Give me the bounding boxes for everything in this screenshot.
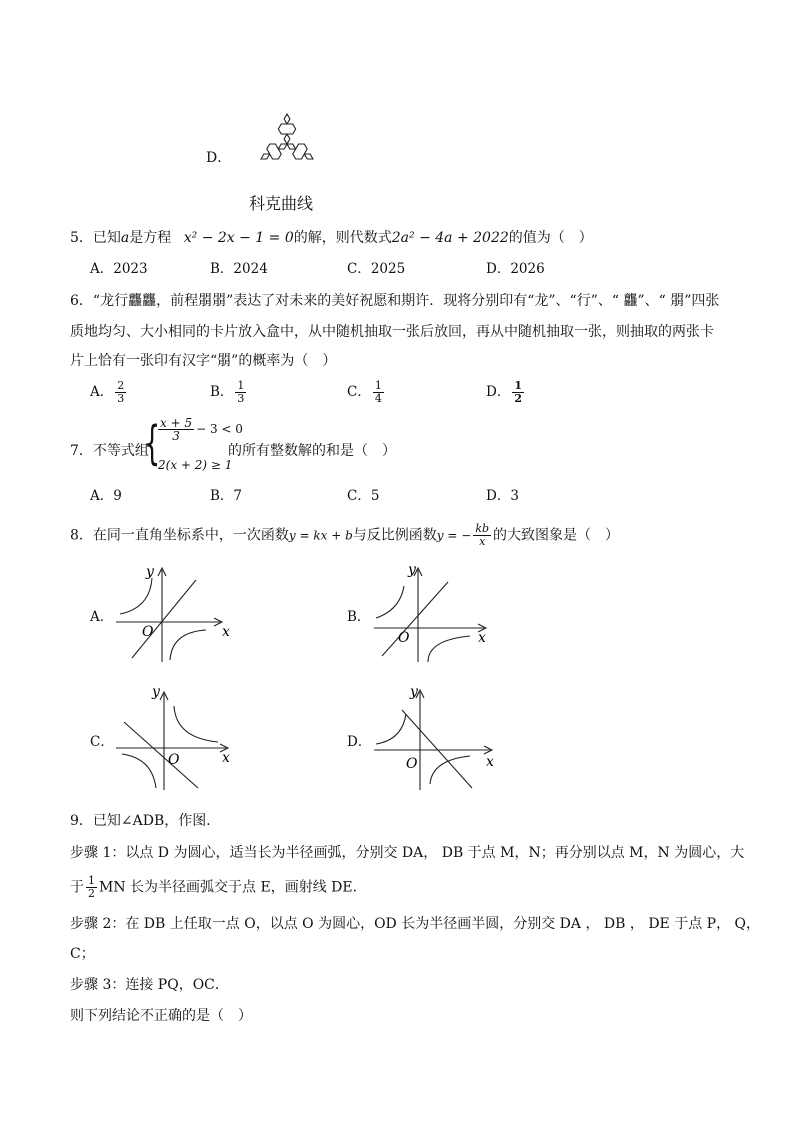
q5-option-a: A．2023	[90, 261, 148, 277]
koch-caption: 科克曲线	[249, 194, 314, 213]
origin-label: O	[398, 630, 410, 646]
x-label: x	[478, 630, 486, 646]
hyperbola-branch-4	[428, 636, 470, 662]
q5-expression: 2a² − 4a + 2022	[391, 230, 509, 246]
q8-graph-a-label: A．	[90, 609, 114, 625]
q7-stem-right: 的所有整数解的和是（ ）	[228, 443, 396, 459]
q7-option-d: D．3	[486, 488, 519, 504]
q9-question: 则下列结论不正确的是（ ）	[70, 1008, 252, 1024]
q9-step3: 步骤 3：连接 PQ，OC．	[70, 977, 229, 993]
q7-brace: {	[144, 416, 161, 470]
koch-curve	[261, 114, 313, 159]
linear-line	[132, 580, 196, 658]
origin-label: O	[168, 752, 180, 768]
q9-step1-a: 步骤 1：以点 D 为圆心，适当长为半径画弧，分别交 DA， DB 于点 M，N；再分别以点 M，N 为圆心，大	[70, 845, 745, 861]
hyperbola-branch-2	[120, 578, 152, 614]
koch-snowflake-figure	[232, 98, 342, 190]
q6-option-d: D． $\frac{1}{2}$	[486, 379, 522, 405]
y-label: y	[152, 684, 160, 700]
q5-text-b: 是方程	[129, 230, 172, 246]
koch-option-label: D．	[206, 150, 232, 166]
q9-step2-b: C；	[70, 946, 95, 962]
q6-line-1: 6．“龙行龘龘，前程朤朤”表达了对未来的美好祝愿和期许．现将分别印有“龙”、“行”、“ 龘”、“ 朤”四张	[70, 293, 720, 309]
q5-option-b: B．2024	[210, 261, 268, 277]
q5-option-d: D．2026	[486, 261, 545, 277]
q6-line-2: 质地均匀、大小相同的卡片放入盒中，从中随机抽取一张后放回，再从中随机抽取一张，则抽取的两张卡	[70, 324, 714, 340]
q9-line-1: 9．已知∠ADB，作图．	[70, 813, 221, 829]
y-label: y	[146, 564, 154, 580]
y-label: y	[410, 684, 418, 700]
x-label: x	[222, 750, 230, 766]
hyperbola-branch-4	[170, 630, 206, 660]
q5-stem	[70, 228, 593, 248]
x-label: x	[486, 754, 494, 770]
q7-system-row-1: $\frac{x + 5}{3}$ − 3 < 0	[160, 416, 243, 443]
q7-option-c: C．5	[347, 488, 380, 504]
y-label: y	[408, 562, 416, 578]
q6-option-b: B． $\frac{1}{3}$	[210, 379, 245, 405]
linear-line	[402, 710, 472, 788]
hyperbola-branch-3	[122, 754, 156, 788]
origin-label: O	[142, 624, 154, 640]
hyperbola-branch-2	[376, 586, 404, 618]
q7-stem-left: 7．不等式组	[70, 443, 149, 459]
q8-graph-d	[370, 680, 500, 795]
q5-var-a: a	[120, 230, 130, 246]
q8-graph-b	[370, 558, 495, 668]
q8-graph-d-label: D．	[347, 734, 372, 750]
q8-stem: 8．在同一直角坐标系中，一次函数y = kx + b与反比例函数y = − $\frac{kb}{x}$ 的大致图象是（ ）	[70, 522, 620, 548]
q8-graph-a	[112, 558, 232, 668]
q9-step1-b: 于 $\frac{1}{2}$ MN 长为半径画弧交于点 E，画射线 DE．	[70, 874, 367, 900]
q6-option-c: C． $\frac{1}{4}$	[347, 379, 382, 405]
q5-text-a: 已知	[92, 230, 121, 246]
q5-text-d: 的值为（ ）	[508, 230, 593, 246]
q9-step2-a: 步骤 2：在 DB 上任取一点 O，以点 O 为圆心，OD 长为半径画半圆，分别交 DA ， DB ， DE 于点 P， Q，	[70, 916, 761, 932]
q5-text-c: 的解，则代数式	[293, 230, 392, 246]
q7-option-a: A．9	[90, 488, 122, 504]
q5-option-c: C．2025	[347, 261, 406, 277]
q7-option-b: B．7	[210, 488, 243, 504]
q6-option-a: A． $\frac{2}{3}$	[90, 379, 125, 405]
x-label: x	[222, 624, 230, 640]
origin-label: O	[406, 756, 418, 772]
q8-graph-b-label: B．	[347, 609, 371, 625]
hyperbola-branch-1	[174, 706, 218, 742]
q6-line-3: 片上恰有一张印有汉字“朤”的概率为（ ）	[70, 353, 337, 369]
q5-equation: x² − 2x − 1 = 0	[183, 230, 294, 246]
hyperbola-branch-2	[376, 714, 406, 744]
q8-graph-c	[112, 680, 237, 795]
q5-number: 5．	[70, 230, 93, 246]
q8-graph-c-label: C．	[90, 734, 114, 750]
q7-system-row-2: 2(x + 2) ≥ 1	[158, 458, 233, 472]
